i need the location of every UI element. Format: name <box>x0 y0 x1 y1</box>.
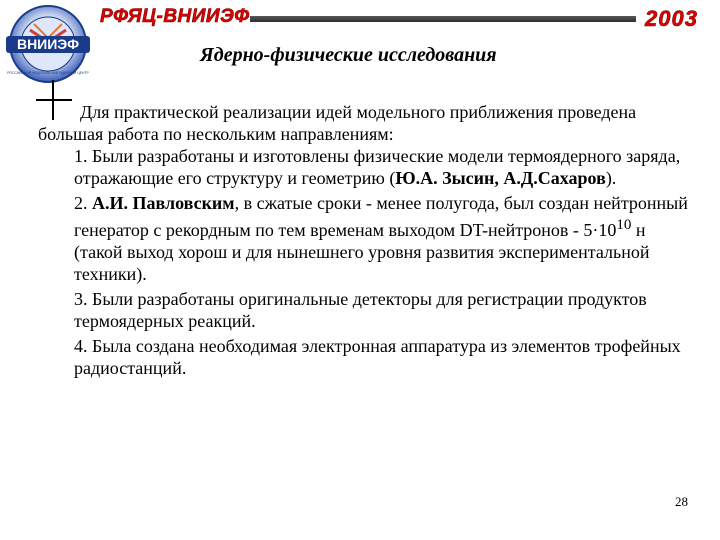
item-authors: А.И. Павловским <box>92 193 235 213</box>
vniief-logo <box>2 2 94 86</box>
item-number: 4. <box>74 336 88 356</box>
slide-title: Ядерно-физические исследования <box>200 44 497 66</box>
item-number: 2. <box>74 193 88 213</box>
logo-ring-text: РОССИЙСКИЙ ФЕДЕРАЛЬНЫЙ ЯДЕРНЫЙ ЦЕНТР <box>7 71 89 75</box>
list-item-2 <box>74 192 698 285</box>
header-bar <box>250 16 636 22</box>
item-exponent: 10 <box>616 217 632 233</box>
item-number: 3. <box>74 289 88 309</box>
list-item-3 <box>74 288 698 332</box>
year-label: 2003 <box>645 6 698 31</box>
item-text: Были разработаны оригинальные детекторы для регистрации продуктов термоядерных реакций. <box>74 289 647 331</box>
logo-text: ВНИИЭФ <box>16 36 80 52</box>
item-number: 1. <box>74 146 88 166</box>
item-text: , в сжатые сроки - менее полугода, был создан нейтронный генератор с рекордным по тем временам выходом DT-нейтронов - 5·10 <box>74 193 688 240</box>
item-text: Были разработаны и изготовлены физические модели термоядерного заряда, отражающие его структуру и геометрию ( <box>74 146 681 188</box>
list-item-1 <box>74 145 698 189</box>
intro-paragraph: Для практической реализации идей модельного приближения проведена большая работа по нескольким направлениям: <box>38 102 637 144</box>
list-item-4 <box>74 335 698 379</box>
org-name: РФЯЦ-ВНИИЭФ <box>100 6 250 27</box>
page-number: 28 <box>675 494 688 509</box>
item-authors: Ю.А. Зысин, А.Д.Сахаров <box>395 168 606 188</box>
item-text-end: ). <box>605 168 617 188</box>
item-text: Была создана необходимая электронная аппаратура из элементов трофейных радиостанций. <box>74 336 681 378</box>
slide-body <box>38 101 698 382</box>
item-text-end: н (такой выход хорош и для нынешнего уровня развития экспериментальной техники). <box>74 220 650 284</box>
